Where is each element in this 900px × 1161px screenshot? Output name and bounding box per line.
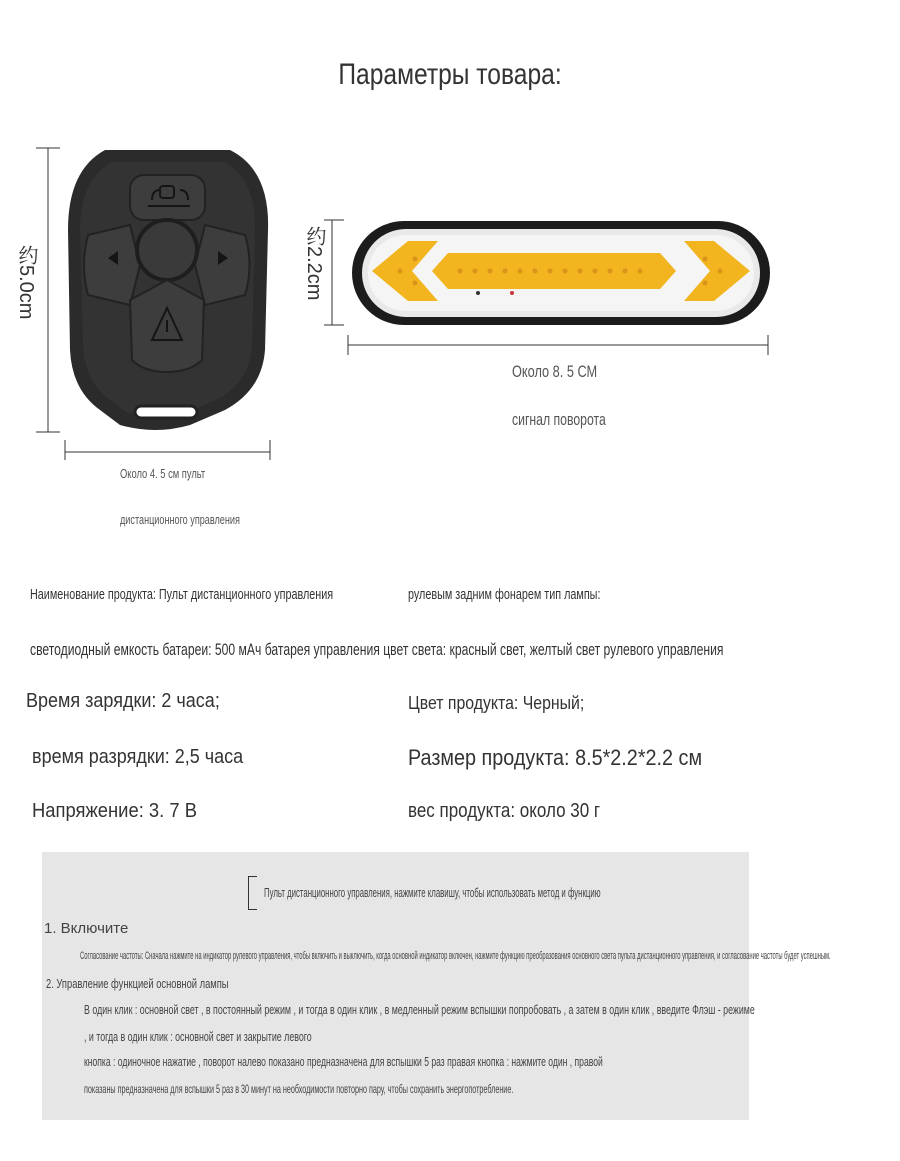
instructions-panel [42, 852, 831, 1120]
spec-discharge-time: время разрядки: 2,5 часа [32, 746, 244, 768]
step2-line4: показаны предназначена для вспышки 5 раз в 30 минут на необходимости повторно пару, чтобы сохранить энергопотребление. [84, 1082, 514, 1096]
spec-product-weight: вес продукта: около 30 г [408, 800, 601, 822]
turn-signal-lamp-image [320, 215, 780, 360]
spec-voltage: Напряжение: 3. 7 В [32, 800, 197, 822]
spec-battery-light-color: светодиодный емкость батареи: 500 мАч батарея управления цвет света: красный свет, желтый свет рулевого управления [30, 640, 724, 659]
remote-height-label: 约5.0cm [15, 245, 37, 320]
instructions-heading: Пульт дистанционного управления, нажмите клавишу, чтобы использовать метод и функцию [264, 885, 601, 900]
step2-line2: , и тогда в один клик : основной свет и закрытие левого [84, 1029, 312, 1044]
step2-line3: кнопка : одиночное нажатие , поворот налево показано предназначена для вспышки 5 раз правая кнопка : нажмите один , правой [84, 1054, 603, 1069]
step2-line1: В один клик : основной свет , в постоянный режим , и тогда в один клик , в медленный режим вспышки попробовать , а затем в один клик , введите Флэш - режиме [84, 1002, 755, 1017]
spec-charge-time: Время зарядки: 2 часа; [26, 690, 220, 712]
spec-lamp-type: рулевым задним фонарем тип лампы: [408, 586, 601, 603]
page-title: Параметры товара: [338, 58, 562, 91]
lamp-illustration [320, 215, 780, 360]
lamp-name-label: сигнал поворота [512, 410, 606, 429]
spec-product-name: Наименование продукта: Пульт дистанционного управления [30, 586, 334, 603]
step1-title: 1. Включите [44, 920, 129, 937]
spec-product-size: Размер продукта: 8.5*2.2*2.2 см [408, 745, 703, 770]
spec-product-color: Цвет продукта: Черный; [408, 693, 585, 713]
remote-illustration [30, 140, 280, 460]
remote-control-image [30, 140, 280, 460]
remote-width-label: Около 4. 5 см пульт [120, 466, 206, 481]
step2-title: 2. Управление функцией основной лампы [46, 976, 229, 991]
remote-name-label: дистанционного управления [120, 512, 240, 527]
step1-text: Согласование частоты: Сначала нажмите на индикатор рулевого управления, чтобы включить и выключить, когда основной индикатор включен, нажмите функцию преобразования основного света пульта дистанционного управления, и согласование частоты будет успешным. [80, 950, 831, 962]
lamp-height-label: 约2.2cm [303, 226, 325, 301]
heading-bracket [248, 876, 257, 910]
lamp-width-label: Около 8. 5 СМ [512, 362, 598, 381]
